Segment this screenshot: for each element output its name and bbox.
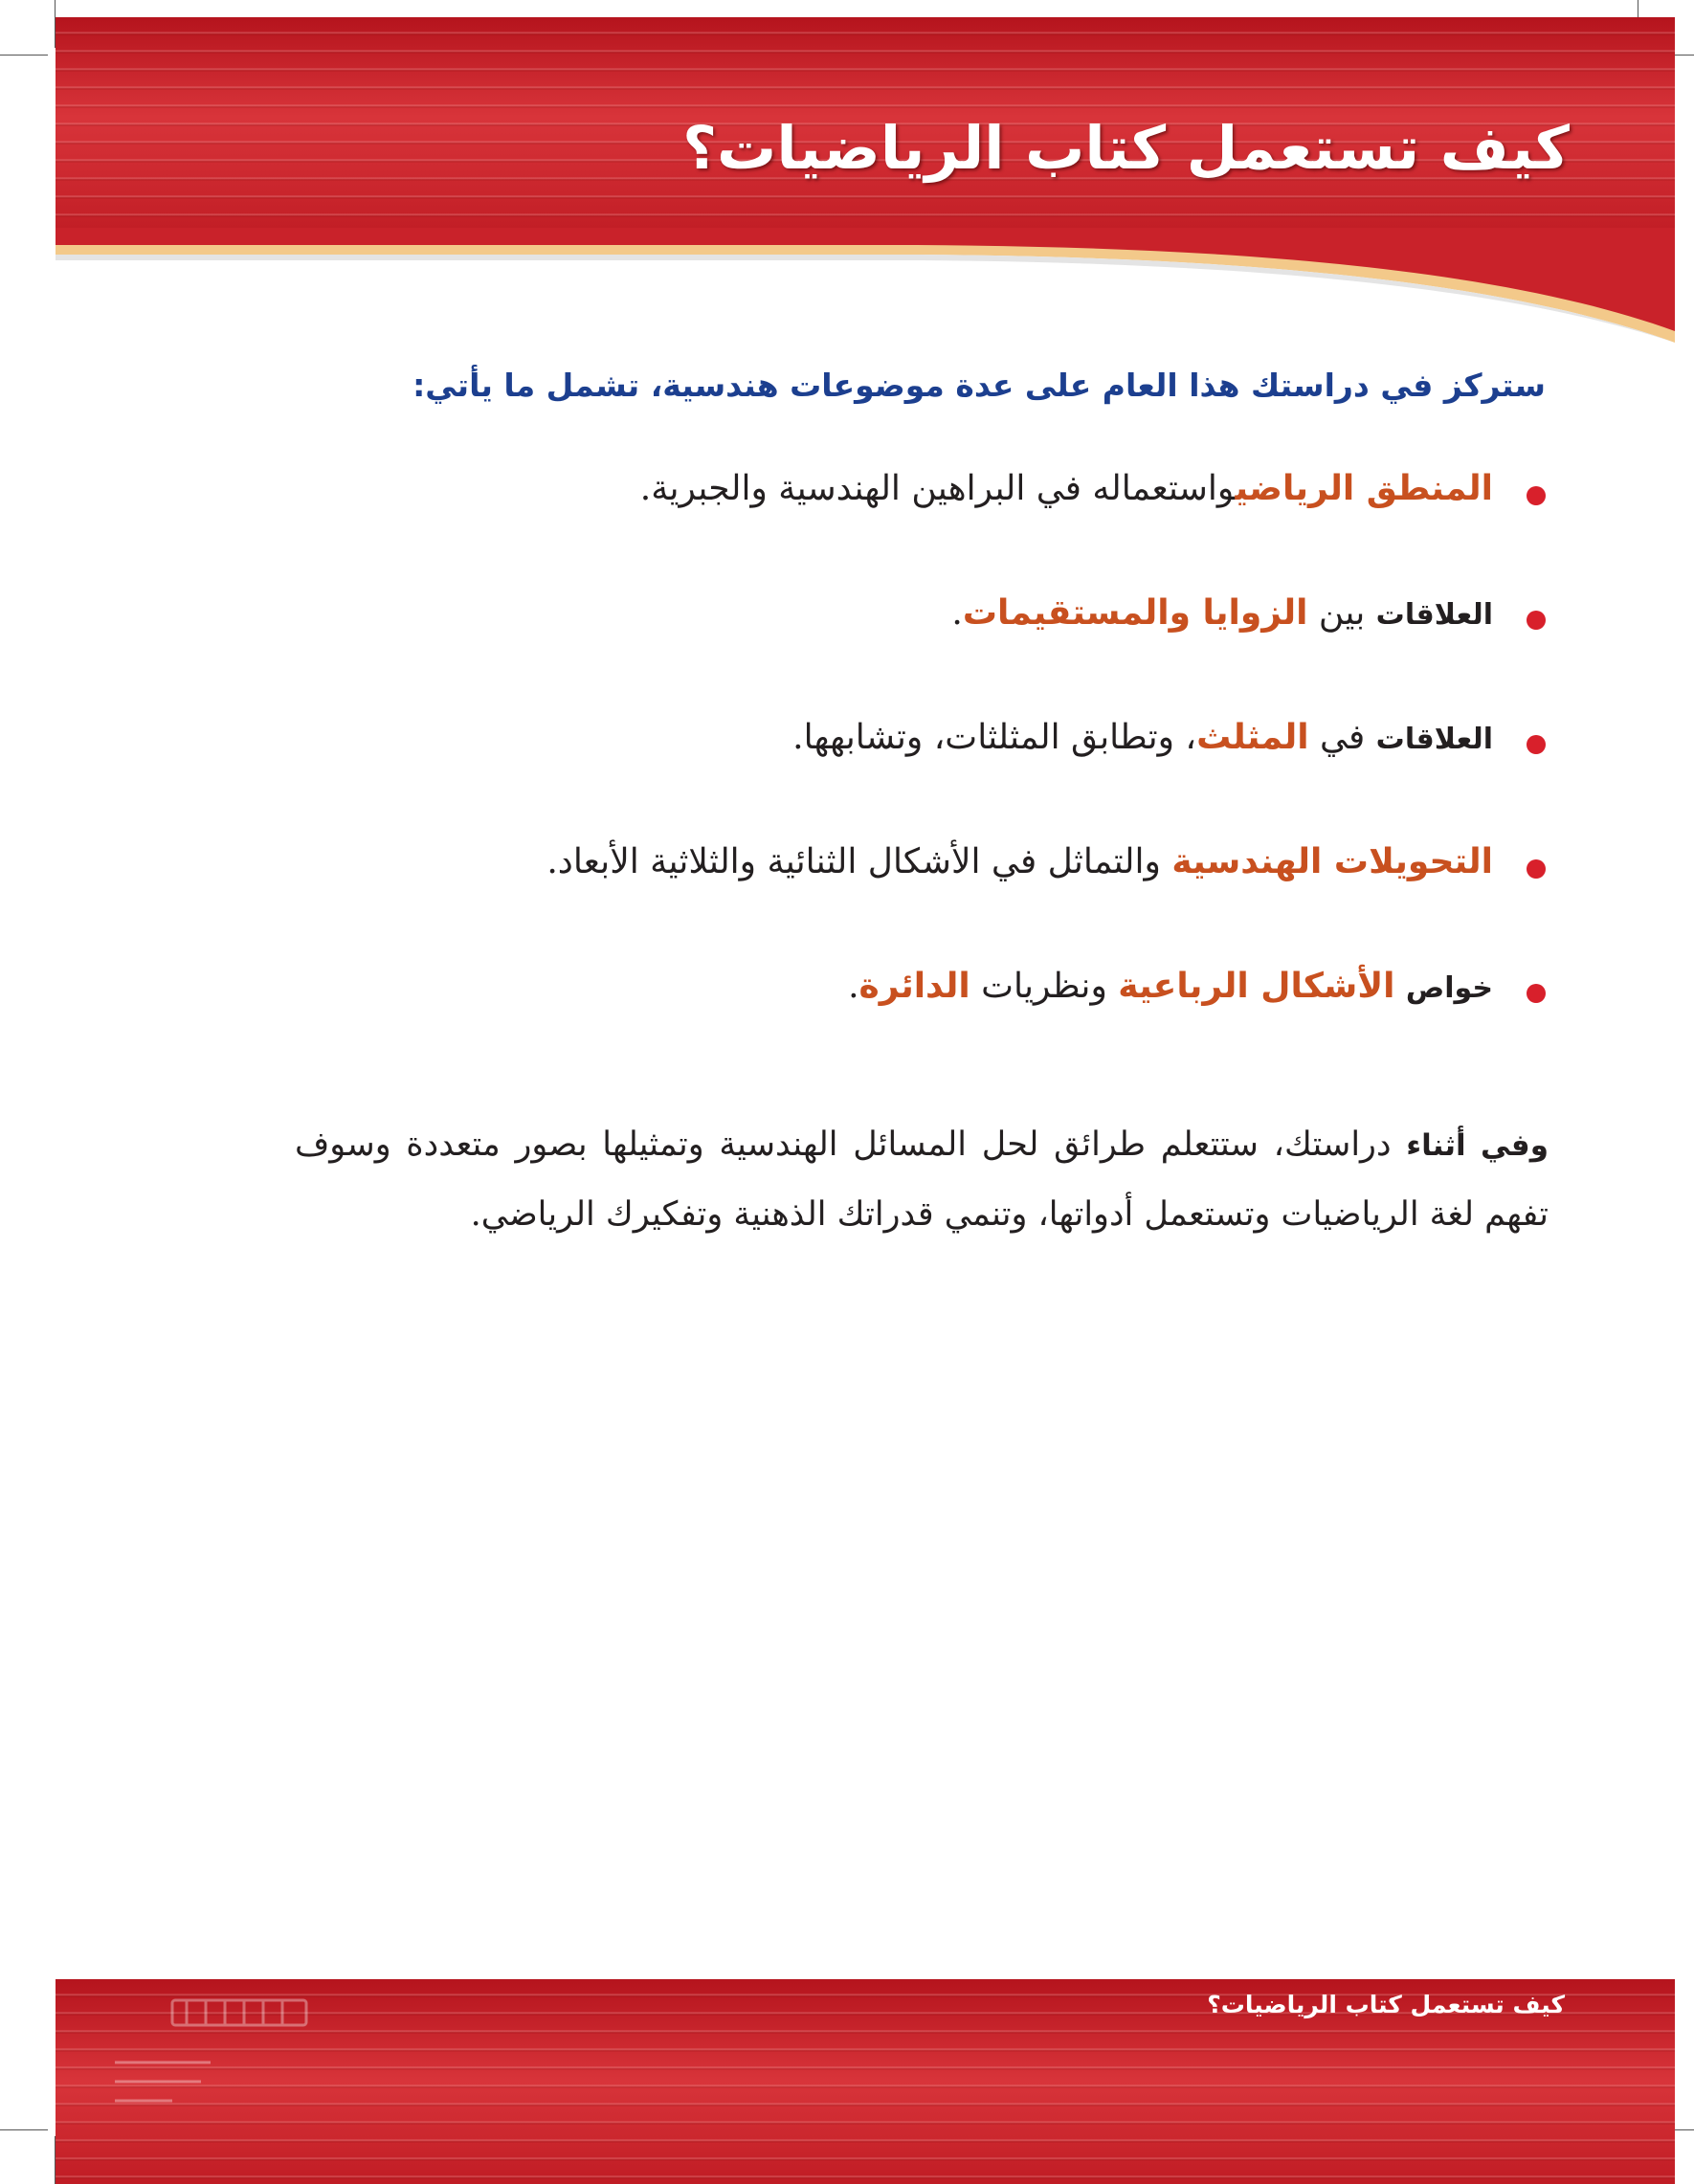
crop-mark [0,55,48,56]
topic-prefix: العلاقات [1375,723,1493,756]
intro-text: ستركز في دراستك هذا العام على عدة موضوعات هندسية، تشمل ما يأتي: [412,367,1546,404]
bullet-icon [1527,859,1546,879]
topic-prefix: العلاقات [1375,598,1493,632]
topic-text: واستعماله في البراهين الهندسية والجبرية. [639,469,1236,508]
paragraph-lead: وفي أثناء [1406,1128,1549,1163]
list-item [249,718,1493,842]
topic-suffix: . [951,593,963,633]
topic-text: والتماثل في الأشكال الثنائية والثلاثية الأبعاد. [546,842,1172,881]
topic-highlight: الأشكال الرباعية [1118,967,1395,1006]
list-item [249,842,1493,967]
header-banner-curve [56,228,1675,343]
topic-highlight: الزوايا والمستقيمات [962,593,1308,633]
topic-suffix: . [848,967,859,1006]
topic-highlight: المثلث [1196,718,1309,757]
topic-suffix: ، وتطابق المثلثات، وتشابهها. [792,718,1197,757]
publisher-logo-icon [96,1995,316,2110]
topic-highlight: المنطق الرياضي [1235,469,1493,508]
paragraph-text: دراستك، ستتعلم طرائق لحل المسائل الهندسية وتمثيلها بصور متعددة وسوف تفهم لغة الرياضيات وتستعمل أدواتها، وتنمي قدراتك الذهنية وتفكيرك الرياضي. [295,1125,1549,1234]
topic-mid: في [1308,718,1376,757]
bullet-icon [1527,486,1546,505]
bullet-icon [1527,611,1546,630]
list-item [249,469,1493,593]
list-item [249,593,1493,718]
list-item [249,967,1493,1091]
topic-mid: ونظريات [970,967,1119,1006]
bullet-icon [1527,735,1546,754]
body-paragraph [295,1110,1549,1249]
topics-list [249,469,1493,1091]
topic-highlight-2: الدائرة [858,967,970,1006]
page-title: كيف تستعمل كتاب الرياضيات؟ [682,113,1570,183]
crop-mark [0,2129,48,2130]
footer-label: كيف تستعمل كتاب الرياضيات؟ [1207,1991,1565,2018]
topic-prefix: خواص [1405,971,1493,1005]
topic-highlight: التحويلات الهندسية [1171,842,1493,881]
topic-mid: بين [1307,593,1376,633]
bullet-icon [1527,984,1546,1003]
